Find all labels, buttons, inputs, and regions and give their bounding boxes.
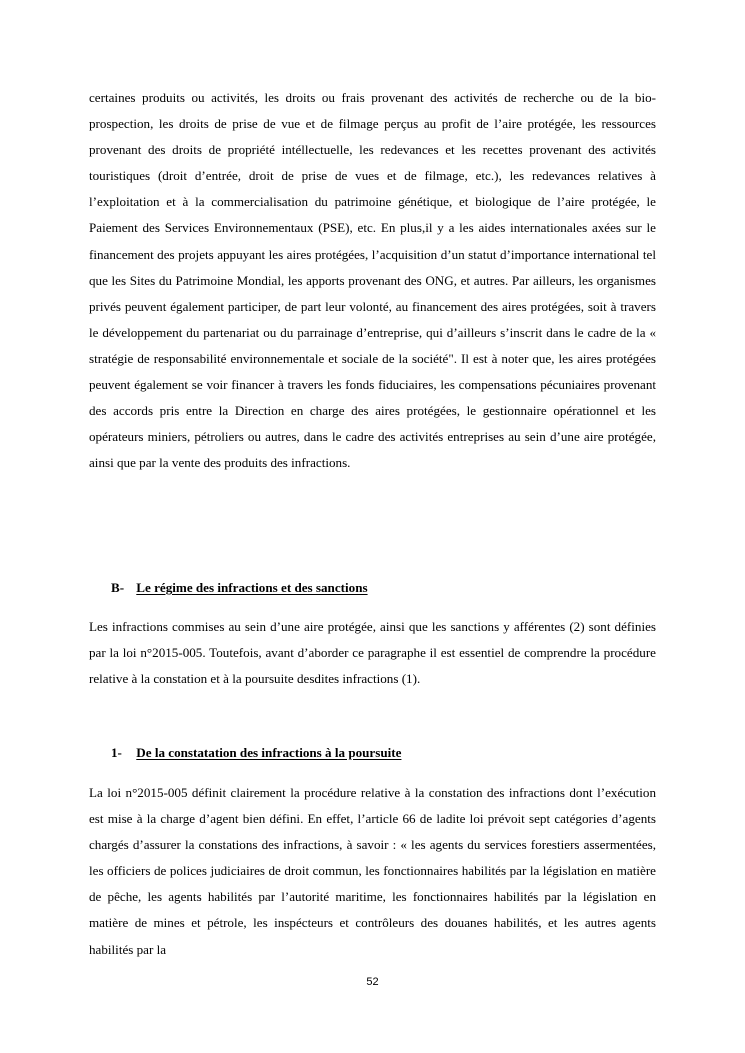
section-heading-b-number: B- [111,580,125,595]
section-heading-b [111,578,368,598]
paragraph-financing-sources: certaines produits ou activités, les droits ou frais provenant des activités de recherche ou de la bio-prospection, les droits de prise de vue et de filmage perçus au profit de l’aire protégée, les ressources provenant des droits de propriété intéllectuelle, les redevances et les recettes provenant des activités touristiques (droit d’entrée, droit de prise de vues et de filmage, etc.), les redevances relatives à l’exploitation et à la commercialisation du patrimoine génétique, et biologique de l’aire protégée, le Paiement des Services Environnementaux (PSE), etc. En plus,il y a les aides internationales axées sur le financement des projets appuyant les aires protégées, l’acquisition d’un statut d’importance international tel que les Sites du Patrimoine Mondial, les apports provenant des ONG, et autres. Par ailleurs, les organismes privés peuvent également participer, de part leur volonté, au financement des aires protégées, soit à travers le développement du partenariat ou du parrainage d’entreprise, qui d’ailleurs s’inscrit dans le cadre de la « stratégie de responsabilité environnementale et sociale de la société". Il est à noter que, les aires protégées peuvent également se voir financer à travers les fonds fiduciaires, les compensations pécuniaires provenant des accords pris entre la Direction en charge des aires protégées, le gestionnaire opérationnel et les opérateurs miniers, pétroliers ou autres, dans le cadre des activités entreprises au sein d’une aire protégée, ainsi que par la vente des produits des infractions. [89,90,656,471]
page-number: 52 [366,976,379,988]
paragraph-constatation-procedure: La loi n°2015-005 définit clairement la procédure relative à la constation des infractions dont l’exécution est mise à la charge d’agent bien défini. En effet, l’article 66 de ladite loi prévoit sept catégories d’agents chargés d’assurer la constations des infractions, à savoir : « les agents du services forestiers assermentées, les officiers de polices judiciaires de droit commun, les fonctionnaires habilités par la législation en matière de pêche, les agents habilités par l’autorité maritime, les fonctionnaires habilités par la législation en matière de mines et pétrole, les inspécteurs et contrôleurs des douanes habilités, et les autres agents habilités par la [89,785,656,957]
paragraph-infractions-intro: Les infractions commises au sein d’une aire protégée, ainsi que les sanctions y afférentes (2) sont définies par la loi n°2015-005. Toutefois, avant d’aborder ce paragraphe il est essentiel de comprendre la procédure relative à la constation et à la poursuite desdites infractions (1). [89,619,656,687]
section-heading-1 [111,743,401,763]
section-heading-1-number: 1- [111,745,122,760]
section-heading-1-title: De la constatation des infractions à la poursuite [136,745,402,760]
section-heading-b-title: Le régime des infractions et des sanctions [136,580,368,595]
